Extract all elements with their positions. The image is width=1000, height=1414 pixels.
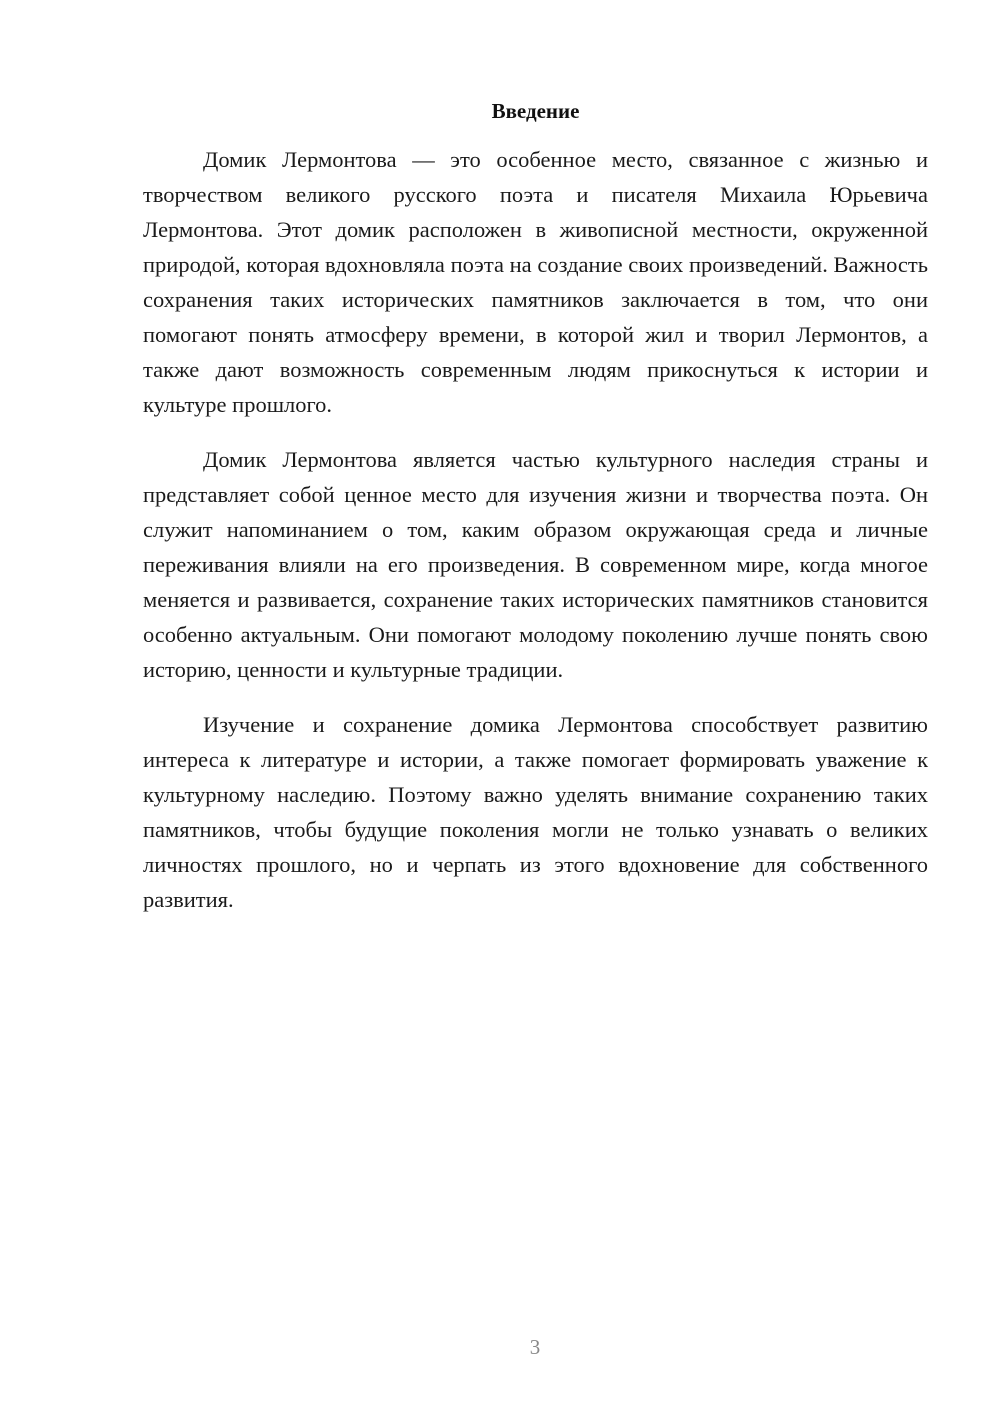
body-text — [143, 142, 928, 937]
paragraph-1: Домик Лермонтова — это особенное место, связанное с жизнью и творчеством великого русского поэта и писателя Михаила Юрьевича Лермонтова. Этот домик расположен в живописной местности, окруженной природой, которая вдохновляла поэта на создание своих произведений. Важность сохранения таких исторических памятников заключается в том, что они помогают понять атмосферу времени, в которой жил и творил Лермонтов, а также дают возможность современным людям прикоснуться к истории и культуре прошлого. — [143, 147, 928, 417]
page-number: 3 — [529, 1335, 541, 1359]
paragraph-2: Домик Лермонтова является частью культурного наследия страны и представляет собой ценное место для изучения жизни и творчества поэта. Он служит напоминанием о том, каким образом окружающая среда и личные переживания влияли на его произведения. В современном мире, когда многое меняется и развивается, сохранение таких исторических памятников становится особенно актуальным. Они помогают молодому поколению лучше понять свою историю, ценности и культурные традиции. — [143, 447, 928, 682]
paragraph-3: Изучение и сохранение домика Лермонтова способствует развитию интереса к литературе и истории, а также помогает формировать уважение к культурному наследию. Поэтому важно уделять внимание сохранению таких памятников, чтобы будущие поколения могли не только узнавать о великих личностях прошлого, но и черпать из этого вдохновение для собственного развития. — [143, 712, 928, 912]
section-heading: Введение — [491, 99, 580, 123]
